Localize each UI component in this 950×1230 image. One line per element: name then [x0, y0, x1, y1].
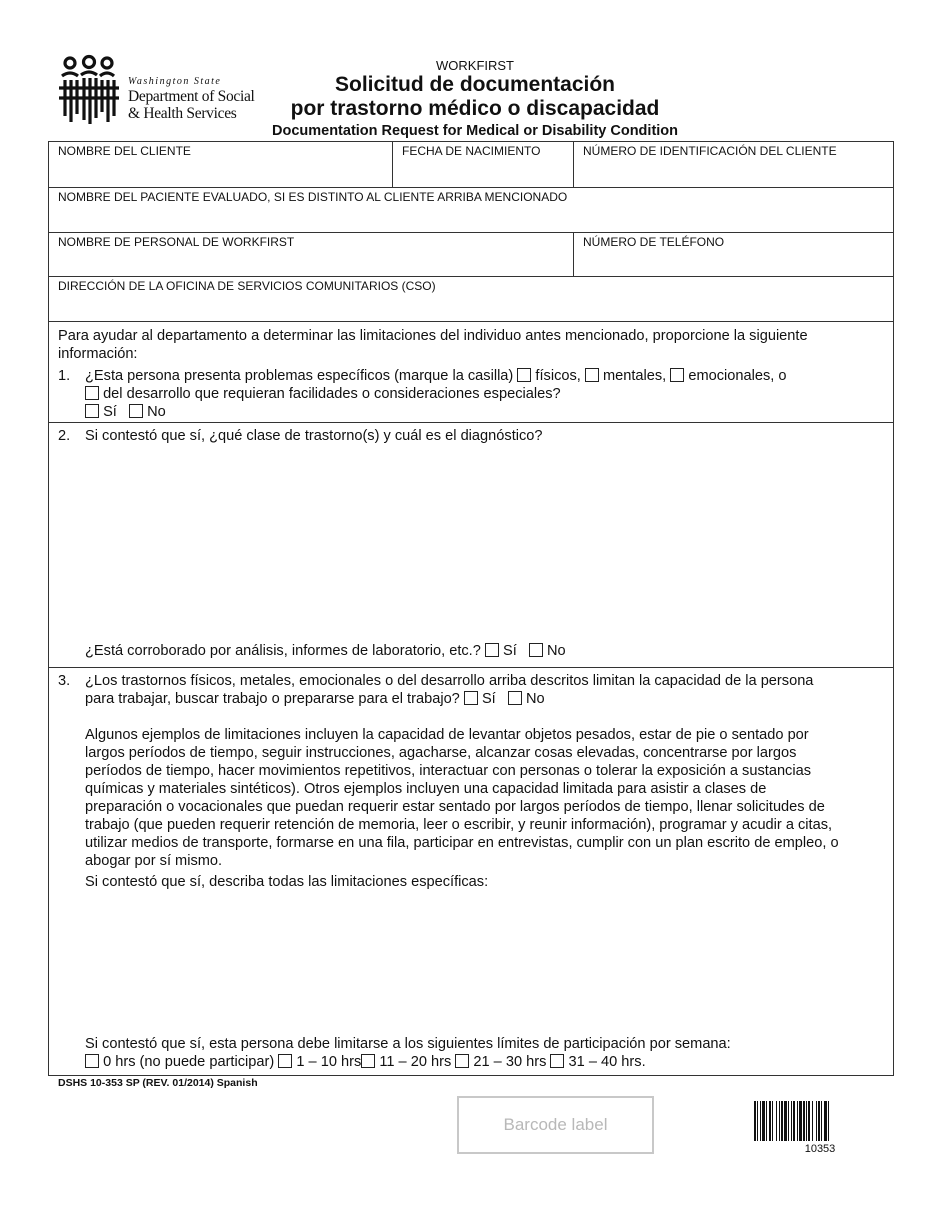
example-line: preparación o vocacionales que puedan requerir estar sentado por largos períodos de tiempo, llenar solicitudes de [85, 799, 825, 815]
limit-31-40-label: 31 – 40 hrs. [568, 1054, 646, 1070]
describe-limitations-text: Si contestó que sí, describa todas las limitaciones específicas: [85, 874, 489, 890]
intro-line-2: información: [58, 346, 138, 362]
q3-number: 3. [58, 673, 71, 689]
client-info-row [49, 142, 893, 188]
limit-1-10-label: 1 – 10 hrs [296, 1054, 362, 1070]
q3-no-checkbox[interactable] [508, 691, 522, 705]
limit-11-20-checkbox[interactable] [361, 1054, 375, 1068]
example-line: utilizar medios de transporte, formarse en una fila, participar en entrevistas, cumplir con un plan escrito de empleo, o [85, 835, 839, 851]
form-body [48, 141, 894, 1076]
developmental-checkbox[interactable] [85, 386, 99, 400]
q3-yes-checkbox[interactable] [464, 691, 478, 705]
corroborated-yes-label: Sí [502, 643, 517, 659]
q3-yes-label: Sí [481, 691, 496, 707]
staff-name-input[interactable] [57, 253, 565, 273]
diagnosis-input[interactable] [85, 449, 889, 639]
limit-1-10-checkbox[interactable] [278, 1054, 292, 1068]
barcode-icon [754, 1101, 886, 1141]
example-line: trabajo (que pueden requerir retención de memoria, leer o escribir, y reunir información), programar y acudir a citas, [85, 817, 833, 833]
q1-yes-label: Sí [103, 404, 117, 420]
limit-0-label: 0 hrs (no puede participar) [103, 1054, 275, 1070]
program-name: WORKFIRST [436, 58, 514, 73]
staff-name-label: NOMBRE DE PERSONAL DE WORKFIRST [58, 235, 295, 249]
staff-name-cell [49, 233, 573, 276]
phone-cell [573, 233, 893, 276]
staff-row [49, 233, 893, 277]
client-name-input[interactable] [57, 164, 384, 184]
q3-text-line-1: ¿Los trastornos físicos, metales, emocionales o del desarrollo arriba descritos limitan la capacidad de la persona [85, 673, 814, 689]
participation-options [85, 1053, 646, 1071]
client-name-cell [49, 142, 392, 187]
q2-corroborated-line [85, 642, 566, 660]
patient-name-input[interactable] [57, 209, 885, 229]
emotional-checkbox[interactable] [670, 368, 684, 382]
q1-developmental-line [85, 385, 561, 403]
question-3-section [49, 668, 893, 1075]
question-1-section [49, 322, 893, 423]
q1-line [85, 367, 787, 385]
physical-checkbox[interactable] [517, 368, 531, 382]
example-line: períodos de tiempo, hacer movimientos repetitivos, interactuar con personas o tolerar la exposición a sustancias [85, 763, 812, 779]
mental-label: mentales, [602, 368, 667, 384]
logo-line-1: Department of Social [128, 88, 255, 105]
q2-number: 2. [58, 428, 71, 444]
corroborated-no-checkbox[interactable] [529, 643, 543, 657]
q3-text-2: para trabajar, buscar trabajo o prepararse para el trabajo? [85, 691, 460, 707]
client-id-cell [573, 142, 893, 187]
q1-yes-no [85, 403, 166, 421]
emotional-label: emocionales, o [688, 368, 787, 384]
logo-line-2: & Health Services [128, 105, 237, 122]
q1-yes-checkbox[interactable] [85, 404, 99, 418]
limit-21-30-checkbox[interactable] [455, 1054, 469, 1068]
example-line: Algunos ejemplos de limitaciones incluyen la capacidad de levantar objetos pesados, estar de pie o sentado por [85, 727, 809, 743]
mental-checkbox[interactable] [585, 368, 599, 382]
phone-input[interactable] [582, 253, 885, 273]
form-title-english: Documentation Request for Medical or Disability Condition [271, 123, 679, 139]
patient-row [49, 188, 893, 233]
cso-address-label: DIRECCIÓN DE LA OFICINA DE SERVICIOS COMUNITARIOS (CSO) [58, 279, 436, 293]
q1-no-checkbox[interactable] [129, 404, 143, 418]
form-title-line-2: por trastorno médico o discapacidad [290, 97, 660, 120]
birth-date-label: FECHA DE NACIMIENTO [402, 144, 541, 158]
client-id-label: NÚMERO DE IDENTIFICACIÓN DEL CLIENTE [583, 144, 837, 158]
q2-text: Si contestó que sí, ¿qué clase de trastorno(s) y cuál es el diagnóstico? [85, 428, 543, 444]
q1-number: 1. [58, 368, 71, 384]
limit-11-20-label: 11 – 20 hrs [379, 1054, 452, 1070]
example-line: químicas y materiales sintéticos). Otros ejemplos incluyen una capacidad limitada para asistir a clases de [85, 781, 767, 797]
limit-21-30-label: 21 – 30 hrs [473, 1054, 547, 1070]
physical-label: físicos, [535, 368, 581, 384]
patient-name-label: NOMBRE DEL PACIENTE EVALUADO, SI ES DISTINTO AL CLIENTE ARRIBA MENCIONADO [58, 190, 568, 204]
client-name-label: NOMBRE DEL CLIENTE [58, 144, 191, 158]
limitations-input[interactable] [85, 895, 889, 1034]
example-line: abogar por sí mismo. [85, 853, 223, 869]
barcode-number: 10353 [804, 1143, 836, 1155]
q1-text: ¿Esta persona presenta problemas específicos (marque la casilla) [85, 368, 514, 384]
birth-date-input[interactable] [401, 164, 565, 184]
limit-0-checkbox[interactable] [85, 1054, 99, 1068]
barcode-label-box: Barcode label [457, 1096, 654, 1154]
client-id-input[interactable] [582, 164, 885, 184]
q3-no-label: No [525, 691, 545, 707]
corroborated-yes-checkbox[interactable] [485, 643, 499, 657]
cso-address-input[interactable] [57, 298, 885, 318]
limit-31-40-checkbox[interactable] [550, 1054, 564, 1068]
intro-line-1: Para ayudar al departamento a determinar las limitaciones del individuo antes mencionado, proporcione la siguiente [58, 328, 808, 344]
q3-text-line-2 [85, 690, 545, 708]
form-title-line-1: Solicitud de documentación [334, 73, 616, 96]
example-line: largos períodos de tiempo, seguir instrucciones, agacharse, alcanzar cosas elevadas, concentrarse por largos [85, 745, 797, 761]
cso-row [49, 277, 893, 322]
q1-no-label: No [147, 404, 166, 420]
logo-state: Washington State [128, 76, 222, 87]
developmental-label: del desarrollo que requieran facilidades o consideraciones especiales? [103, 386, 561, 402]
phone-label: NÚMERO DE TELÉFONO [583, 235, 725, 249]
birth-date-cell [392, 142, 573, 187]
participation-limits-text: Si contestó que sí, esta persona debe limitarse a los siguientes límites de participación por semana: [85, 1036, 731, 1052]
corroborated-no-label: No [547, 643, 566, 659]
question-2-section [49, 423, 893, 668]
form-code: DSHS 10-353 SP (REV. 01/2014) Spanish [58, 1077, 258, 1089]
corroborated-text: ¿Está corroborado por análisis, informes de laboratorio, etc.? [85, 643, 481, 659]
